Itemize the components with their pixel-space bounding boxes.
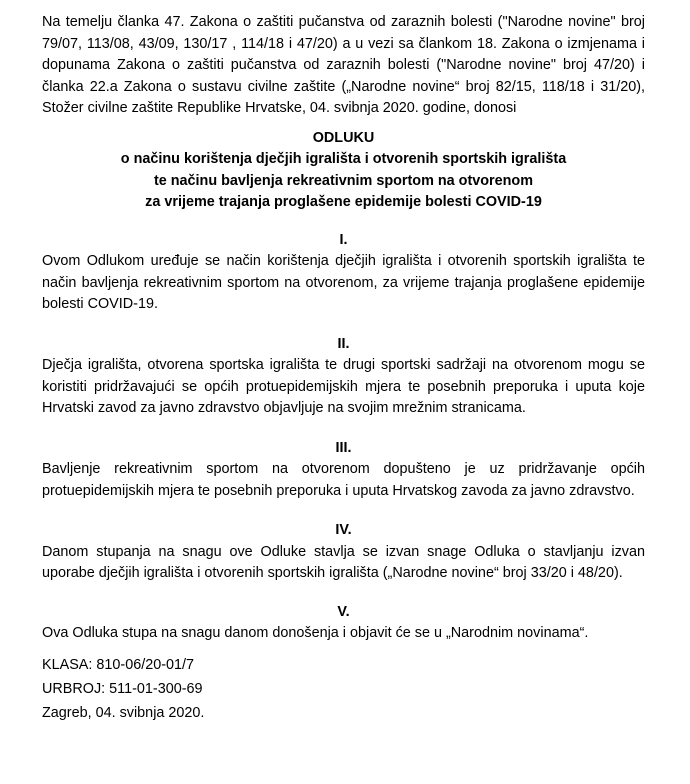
section-text: Ovom Odlukom uređuje se način korištenja dječjih igrališta i otvorenih sportskih igrališta te način bavljenja rekreativnim sportom na otvorenom, za vrijeme trajanja proglašene epidemije bolesti COVID-19. bbox=[42, 253, 645, 312]
title-line-4: za vrijeme trajanja proglašene epidemije bolesti COVID-19 bbox=[145, 194, 542, 210]
section-number: I. bbox=[339, 231, 348, 248]
preamble-paragraph: Na temelju članka 47. Zakona o zaštiti pučanstva od zaraznih bolesti ("Narodne novine" broj 79/07, 113/08, 43/09, 130/17 , 114/18 i 47/20) a u vezi sa člankom 18. Zakona o izmjenama i dopunama Zakona o zaštiti pučanstva od zaraznih bolesti ("Narodne novine" broj 47/20) i članka 22.a Zakona o sustavu civilne zaštite („Narodne novine“ broj 82/15, 118/18 i 31/20), Stožer civilne zaštite Republike Hrvatske, 04. svibnja 2020. godine, donosi bbox=[42, 14, 645, 116]
document-footer bbox=[42, 655, 645, 725]
title-line-2: o načinu korištenja dječjih igrališta i otvorenih sportskih igrališta bbox=[120, 151, 567, 167]
decision-title bbox=[42, 128, 645, 214]
section-text: Bavljenje rekreativnim sportom na otvorenom dopušteno je uz pridržavanje općih protuepidemijskih mjera te posebnih preporuka i uputa Hrvatskog zavoda za javno zdravstvo. bbox=[42, 461, 645, 499]
urbroj-line: URBROJ: 511-01-300-69 bbox=[42, 680, 203, 697]
title-line-1: ODLUKU bbox=[312, 129, 375, 146]
section-5 bbox=[42, 602, 645, 645]
section-number: IV. bbox=[335, 522, 352, 538]
klasa-line: KLASA: 810-06/20-01/7 bbox=[42, 656, 195, 673]
title-line-3: te načinu bavljenja rekreativnim sportom na otvorenom bbox=[153, 172, 534, 189]
place-date-line: Zagreb, 04. svibnja 2020. bbox=[42, 704, 205, 721]
section-text: Danom stupanja na snagu ove Odluke stavlja se izvan snage Odluka o stavljanju izvan uporabe dječjih igrališta i otvorenih sportskih igrališta („Narodne novine“ broj 33/20 i 48/20). bbox=[42, 543, 645, 581]
section-text: Ova Odluka stupa na snagu danom donošenja i objavit će se u „Narodnim novinama“. bbox=[42, 625, 589, 641]
section-4 bbox=[42, 520, 645, 585]
section-number: II. bbox=[337, 335, 350, 352]
section-text: Dječja igrališta, otvorena sportska igrališta te drugi sportski sadržaji na otvorenom mogu se koristiti pridržavajući se općih protuepidemijskih mjera te posebnih preporuka i uputa koje Hrvatski zavod za javno zdravstvo objavljuje na svojim mrežnim stranicama. bbox=[42, 357, 645, 416]
section-3 bbox=[42, 438, 645, 503]
section-1 bbox=[42, 230, 645, 316]
section-number: V. bbox=[337, 603, 350, 620]
section-number: III. bbox=[335, 439, 352, 456]
section-2 bbox=[42, 334, 645, 420]
